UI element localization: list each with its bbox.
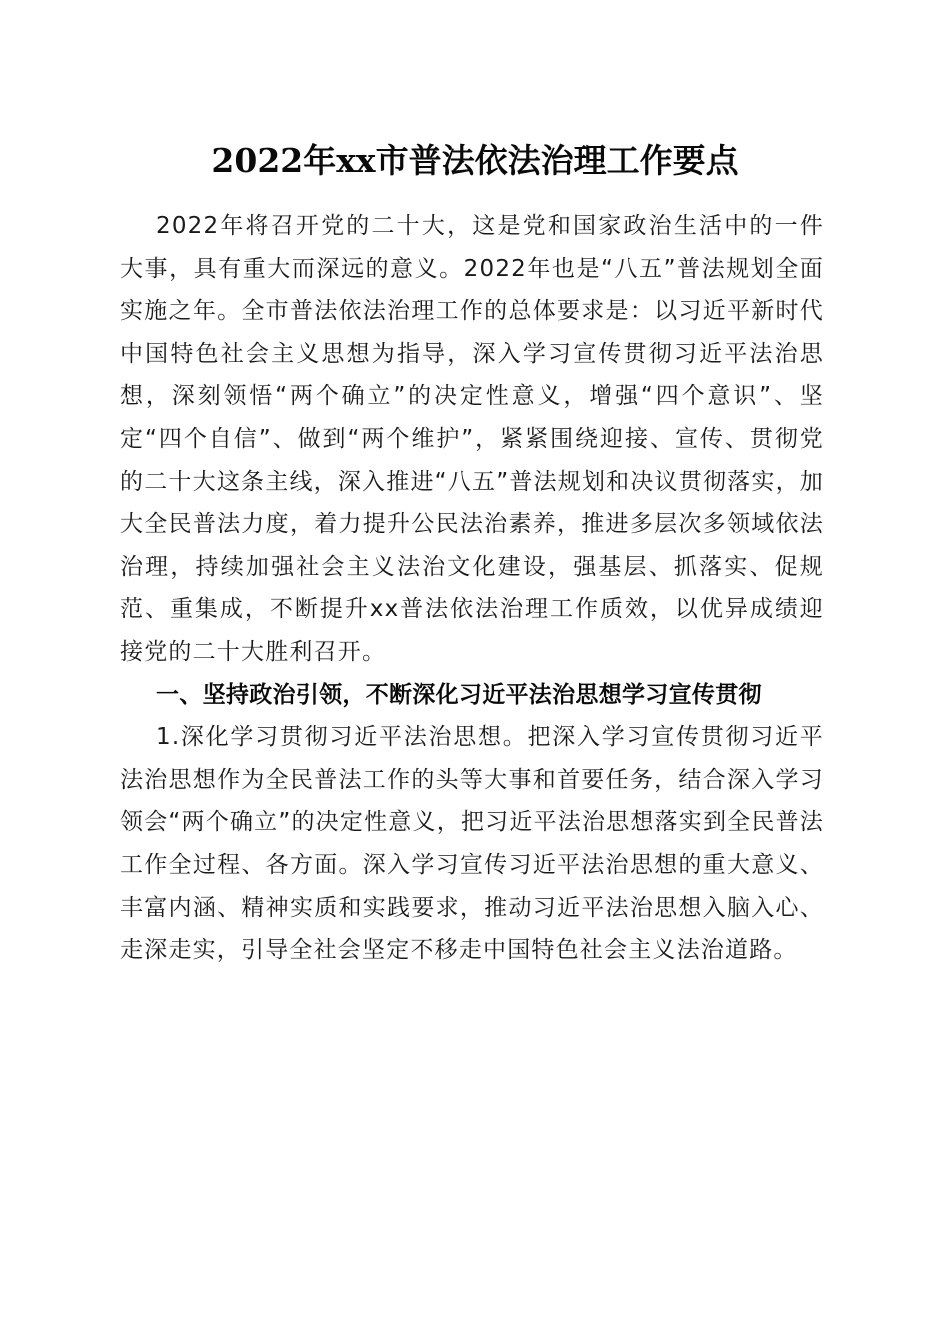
section-heading: 一、坚持政治引领，不断深化习近平法治思想学习宣传贯彻 (156, 681, 762, 708)
document-title: 2022年xx市普法依法治理工作要点 (211, 141, 739, 180)
document-body (120, 205, 824, 972)
section-paragraph: 1.深化学习贯彻习近平法治思想。把深入学习宣传贯彻习近平法治思想作为全民普法工作的头等大事和首要任务，结合深入学习领会“两个确立”的决定性意义，把习近平法治思想落实到全民普法工作全过程、各方面。深入学习宣传习近平法治思想的重大意义、丰富内涵、精神实质和实践要求，推动习近平法治思想入脑入心、走深走实，引导全社会坚定不移走中国特色社会主义法治道路。 (120, 724, 824, 964)
intro-paragraph: 2022年将召开党的二十大，这是党和国家政治生活中的一件大事，具有重大而深远的意义。2022年也是“八五”普法规划全面实施之年。全市普法依法治理工作的总体要求是：以习近平新时代中国特色社会主义思想为指导，深入学习宣传贯彻习近平法治思想，深刻领悟“两个确立”的决定性意义，增强“四个意识”、坚定“四个自信”、做到“两个维护”，紧紧围绕迎接、宣传、贯彻党的二十大这条主线，深入推进“八五”普法规划和决议贯彻落实，加大全民普法力度，着力提升公民法治素养，推进多层次多领域依法治理，持续加强社会主义法治文化建设，强基层、抓落实、促规范、重集成，不断提升xx普法依法治理工作质效，以优异成绩迎接党的二十大胜利召开。 (120, 213, 824, 665)
section-1 (120, 674, 824, 972)
